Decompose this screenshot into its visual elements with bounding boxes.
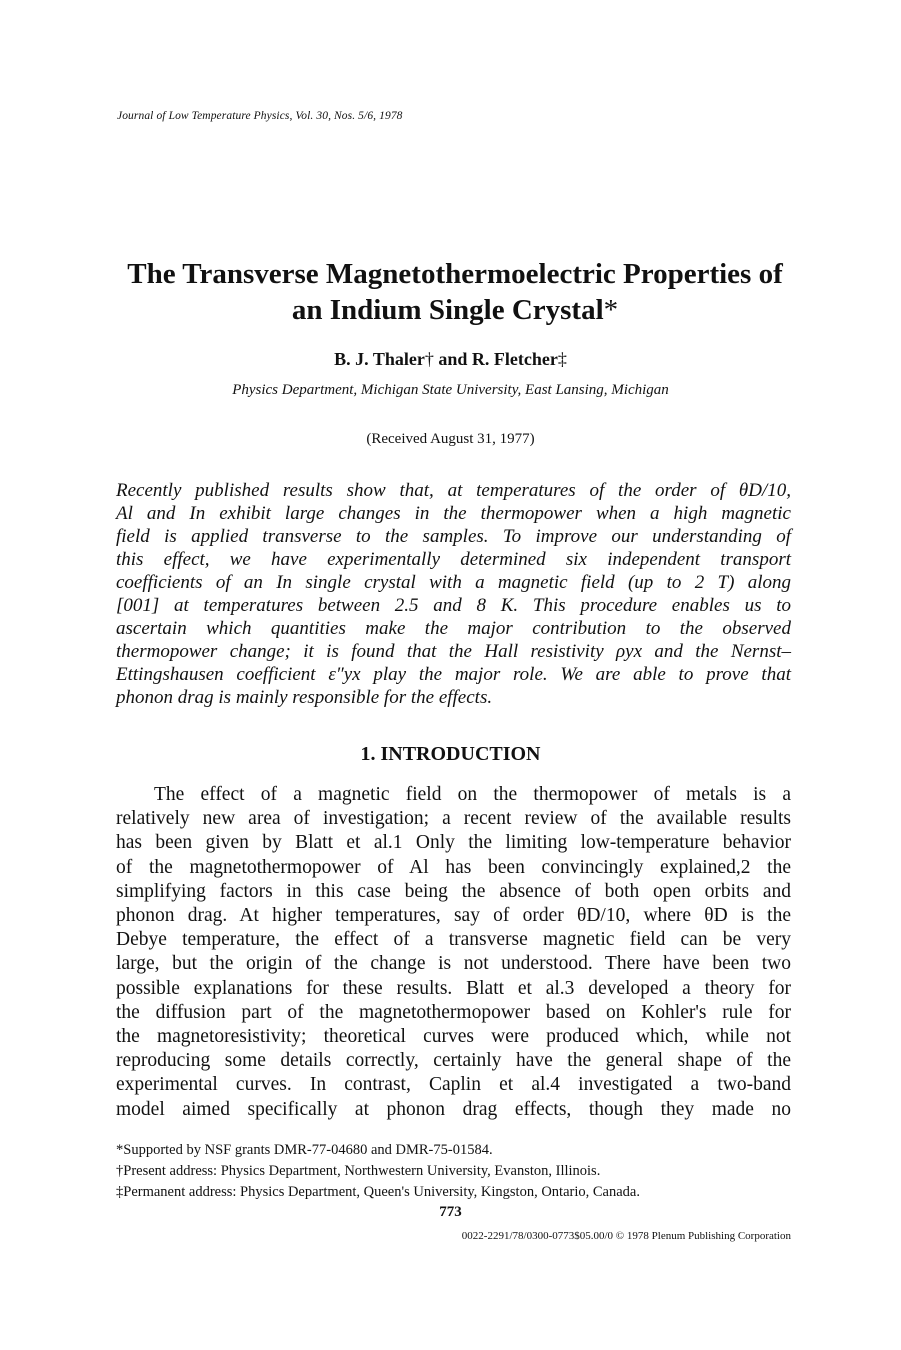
abstract bbox=[116, 479, 791, 709]
author-1: B. J. Thaler bbox=[334, 349, 425, 369]
abstract-line: Recently published results show that, at temperatures of the order of θD/10, bbox=[116, 480, 791, 501]
title-footnote-mark: * bbox=[603, 294, 619, 326]
body-line: possible explanations for these results. Blatt et al.3 developed a theory for bbox=[116, 977, 791, 999]
abstract-line: field is applied transverse to the samples. To improve our understanding of bbox=[116, 526, 791, 547]
body-line: the magnetoresistivity; theoretical curves were produced which, while not bbox=[116, 1026, 791, 1048]
received-date: (Received August 31, 1977) bbox=[366, 431, 535, 447]
author-2-mark: ‡ bbox=[557, 349, 567, 369]
body-line: has been given by Blatt et al.1 Only the limiting low-temperature behavior bbox=[116, 832, 791, 854]
author-1-mark: † bbox=[424, 349, 434, 369]
body-text bbox=[116, 783, 791, 1122]
body-line: experimental curves. In contrast, Caplin et al.4 investigated a two-band bbox=[116, 1074, 791, 1096]
body-line: model aimed specifically at phonon drag effects, though they made no bbox=[116, 1098, 791, 1120]
abstract-line: Ettingshausen coefficient ε″yx play the major role. We are able to prove that bbox=[116, 664, 791, 685]
author-2: R. Fletcher bbox=[471, 349, 558, 369]
abstract-line: coefficients of an In single crystal with a magnetic field (up to 2 T) along bbox=[116, 572, 791, 593]
abstract-line: phonon drag is mainly responsible for the effects. bbox=[116, 687, 493, 708]
body-line: the diffusion part of the magnetothermopower based on Kohler's rule for bbox=[116, 1001, 791, 1023]
body-line: reproducing some details correctly, certainly have the general shape of the bbox=[116, 1050, 791, 1072]
title-line-1: The Transverse Magnetothermoelectric Properties of bbox=[127, 258, 783, 290]
body-line: phonon drag. At higher temperatures, say of order θD/10, where θD is the bbox=[116, 905, 791, 927]
page-number: 773 bbox=[439, 1204, 462, 1220]
body-line: The effect of a magnetic field on the thermopower of metals is a bbox=[154, 784, 791, 805]
body-line: Debye temperature, the effect of a transverse magnetic field can be very bbox=[116, 929, 791, 951]
paper-title bbox=[110, 256, 800, 328]
abstract-line: thermopower change; it is found that the Hall resistivity ρyx and the Nernst– bbox=[116, 641, 791, 662]
abstract-line: [001] at temperatures between 2.5 and 8 K. This procedure enables us to bbox=[116, 595, 791, 616]
author-list bbox=[0, 349, 901, 370]
affiliation: Physics Department, Michigan State University, East Lansing, Michigan bbox=[232, 382, 669, 398]
footnote: *Supported by NSF grants DMR-77-04680 and DMR-75-01584. bbox=[116, 1142, 493, 1158]
title-line-2: an Indium Single Crystal bbox=[291, 294, 604, 326]
title-line-2-wrap bbox=[110, 292, 800, 328]
section-heading: 1. INTRODUCTION bbox=[360, 743, 541, 765]
abstract-line: this effect, we have experimentally determined six independent transport bbox=[116, 549, 791, 570]
body-line: relatively new area of investigation; a recent review of the available results bbox=[116, 808, 791, 830]
journal-citation: Journal of Low Temperature Physics, Vol. 30, Nos. 5/6, 1978 bbox=[117, 110, 403, 122]
footnotes bbox=[116, 1140, 816, 1203]
author-connector: and bbox=[438, 349, 468, 369]
footnote: †Present address: Physics Department, Northwestern University, Evanston, Illinois. bbox=[116, 1163, 601, 1179]
copyright-line: 0022-2291/78/0300-0773$05.00/0 © 1978 Plenum Publishing Corporation bbox=[461, 1230, 791, 1242]
body-line: simplifying factors in this case being the absence of both open orbits and bbox=[116, 880, 791, 902]
abstract-line: ascertain which quantities make the major contribution to the observed bbox=[116, 618, 791, 639]
body-line: of the magnetothermopower of Al has been convincingly explained,2 the bbox=[116, 856, 791, 878]
abstract-line: Al and In exhibit large changes in the thermopower when a high magnetic bbox=[116, 503, 791, 524]
footnote: ‡Permanent address: Physics Department, Queen's University, Kingston, Ontario, Canada. bbox=[116, 1184, 640, 1200]
body-line: large, but the origin of the change is not understood. There have been two bbox=[116, 953, 791, 975]
